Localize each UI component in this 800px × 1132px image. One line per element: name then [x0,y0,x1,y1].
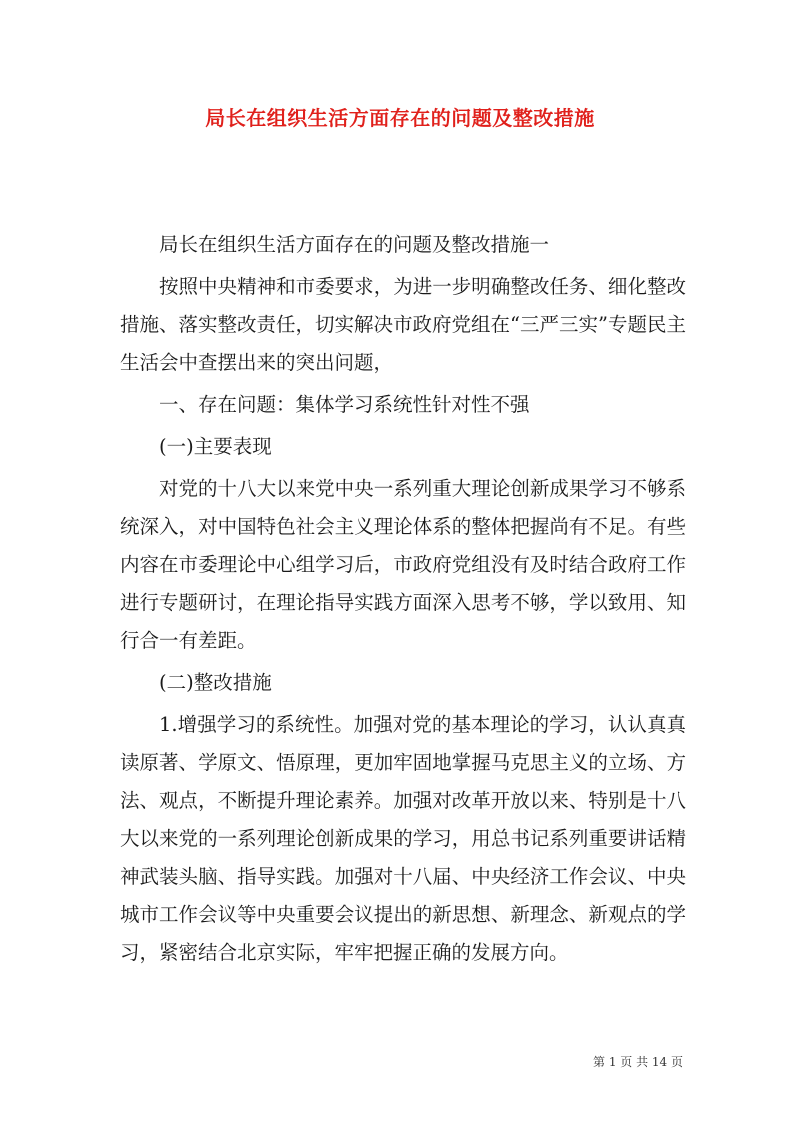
subsection-heading: (二)整改措施 [159,671,272,694]
subsection-heading: (一)主要表现 [159,435,272,458]
section-heading: 一、存在问题：集体学习系统性针对性不强 [159,393,530,416]
paragraph-subtitle: 局长在组织生活方面存在的问题及整改措施一 [159,233,550,256]
document-body [120,226,686,976]
paragraph-body: 对党的十八大以来党中央一系列重大理论创新成果学习不够系统深入，对中国特色社会主义理论体系的整体把握尚有不足。有些内容在市委理论中心组学习后，市政府党组没有及时结合政府工作进行专题研讨，在理论指导实践方面深入思考不够，学以致用、知行合一有差距。 [120,477,686,652]
paragraph-intro: 按照中央精神和市委要求，为进一步明确整改任务、细化整改措施、落实整改责任，切实解决市政府党组在“三严三实”专题民主生活会中查摆出来的突出问题， [120,275,686,374]
page-number: 第 1 页 共 14 页 [593,1055,683,1069]
paragraph-body: 1.增强学习的系统性。加强对党的基本理论的学习，认认真真读原著、学原文、悟原理，更加牢固地掌握马克思主义的立场、方法、观点，不断提升理论素养。加强对改革开放以来、特别是十八大以来党的一系列理论创新成果的学习，用总书记系列重要讲话精神武装头脑、指导实践。加强对十八届、中央经济工作会议、中央城市工作会议等中央重要会议提出的新思想、新理念、新观点的学习，紧密结合北京实际，牢牢把握正确的发展方向。 [120,713,686,964]
document-title: 局长在组织生活方面存在的问题及整改措施 [205,106,595,130]
